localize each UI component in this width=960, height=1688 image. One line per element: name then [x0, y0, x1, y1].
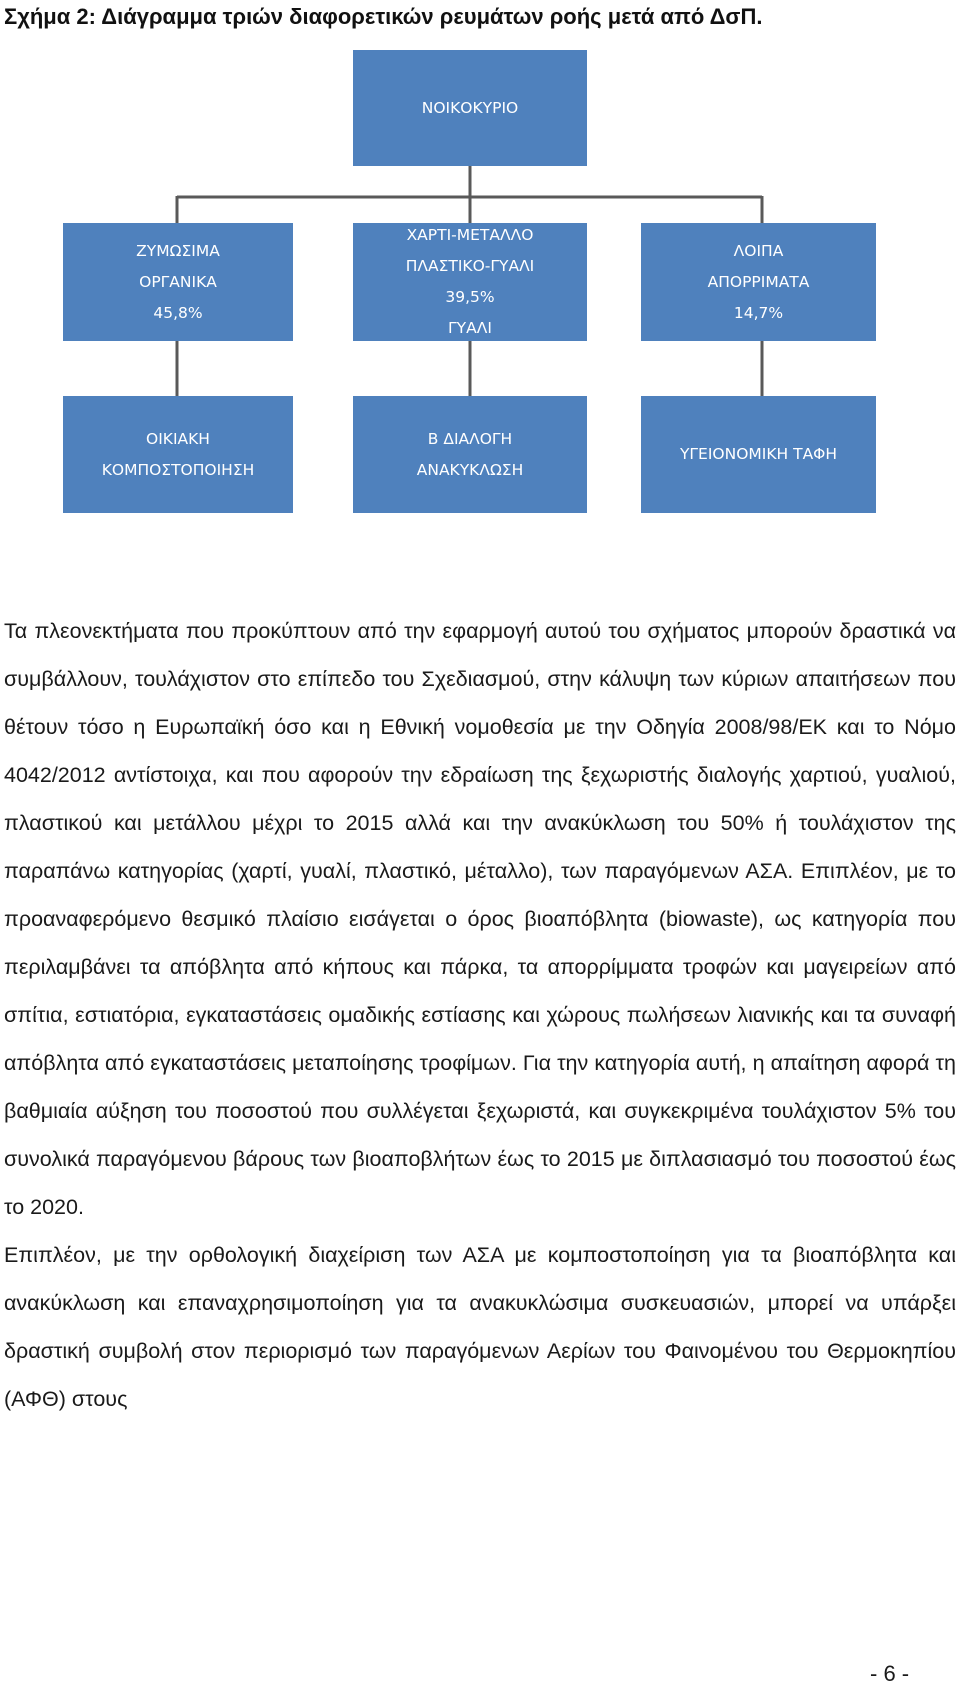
- node-recyclables-line-1: ΧΑΡΤΙ-ΜΕΤΑΛΛΟ: [406, 226, 534, 244]
- node-household-line: ΝΟΙΚΟΚΥΡΙΟ: [421, 98, 519, 117]
- figure-caption-text: Διάγραμμα τριών διαφορετικών ρευμάτων ροής μετά από ΔσΠ.: [101, 4, 763, 29]
- body-text: [4, 607, 956, 1423]
- node-residual-line-1: ΛΟΙΠΑ: [733, 241, 784, 260]
- node-recyclables-line-4: ΓΥΑΛΙ: [448, 319, 492, 337]
- node-household: [353, 50, 587, 166]
- node-residual: [641, 223, 876, 341]
- flow-diagram: [0, 0, 960, 520]
- node-residual-line-2: ΑΠΟΡΡΙΜΑΤΑ: [707, 272, 810, 291]
- node-home-composting-line-2: ΚΟΜΠΟΣΤΟΠΟΙΗΣΗ: [101, 460, 255, 479]
- node-organics: [63, 223, 293, 341]
- figure-caption-label: Σχήμα 2:: [4, 4, 96, 29]
- node-landfill: [641, 396, 876, 513]
- node-residual-line-3: 14,7%: [733, 303, 784, 322]
- node-organics-line-1: ΖΥΜΩΣΙΜΑ: [136, 241, 220, 260]
- node-recycling: [353, 396, 587, 513]
- node-landfill-line-1: ΥΓΕΙΟΝΟΜΙΚΗ ΤΑΦΗ: [679, 445, 838, 463]
- node-organics-line-2: ΟΡΓΑΝΙΚΑ: [139, 272, 217, 291]
- paragraph-1: Τα πλεονεκτήματα που προκύπτουν από την εφαρμογή αυτού του σχήματος μπορούν δραστικά να συμβάλλουν, τουλάχιστον στο επίπεδο του Σχεδιασμού, στην κάλυψη των κύριων απαιτήσεων που θέτουν τόσο η Ευρωπαϊκή όσο και η Εθνική νομοθεσία με την Οδηγία 2008/98/ΕΚ και το Νόμο 4042/2012 αντίστοιχα, και που αφορούν την εδραίωση της ξεχωριστής διαλογής χαρτιού, γυαλιού, πλαστικού και μετάλλου μέχρι το 2015 αλλά και την ανακύκλωση του 50% ή τουλάχιστον της παραπάνω κατηγορίας (χαρτί, γυαλί, πλαστικό, μέταλλο), των παραγόμενων ΑΣΑ. Επιπλέον, με το προαναφερόμενο θεσμικό πλαίσιο εισάγεται ο όρος βιοαπόβλητα (biowaste), ως κατηγορία που περιλαμβάνει τα απόβλητα από κήπους και πάρκα, τα απορρίμματα τροφών και μαγειρείων από σπίτια, εστιατόρια, εγκαταστάσεις ομαδικής εστίασης και χώρους πωλήσεων λιανικής και τα συναφή απόβλητα από εγκαταστάσεις μεταποίησης τροφίμων. Για την κατηγορία αυτή, η απαίτηση αφορά τη βαθμιαία αύξηση του ποσοστού που συλλέγεται ξεχωριστά, και συγκεκριμένα τουλάχιστον 5% του συνολικά παραγόμενου βάρους των βιοαποβλήτων έως το 2015 με διπλασιασμό του ποσοστού έως το 2020.: [4, 619, 956, 1219]
- node-home-composting-line-1: ΟΙΚΙΑΚΗ: [146, 429, 210, 448]
- node-recyclables: [353, 223, 587, 341]
- node-recycling-line-1: Β ΔΙΑΛΟΓΗ: [427, 429, 513, 448]
- page-number: - 6 -: [870, 1661, 910, 1686]
- paragraph-2: Επιπλέον, με την ορθολογική διαχείριση των ΑΣΑ με κομποστοποίηση για τα βιοαπόβλητα και ανακύκλωση και επαναχρησιμοποίηση για τα ανακυκλώσιμα συσκευασιών, μπορεί να υπάρξει δραστική συμβολή στον περιορισμό των παραγόμενων Αερίων του Φαινομένου του Θερμοκηπίου (ΑΦΘ) στους: [4, 1243, 956, 1411]
- node-organics-line-3: 45,8%: [153, 303, 203, 322]
- node-recyclables-line-2: ΠΛΑΣΤΙΚΟ-ΓΥΑΛΙ: [405, 257, 535, 275]
- node-recycling-line-2: ΑΝΑΚΥΚΛΩΣΗ: [416, 460, 524, 479]
- node-recyclables-line-3: 39,5%: [445, 288, 495, 306]
- node-home-composting: [63, 396, 293, 513]
